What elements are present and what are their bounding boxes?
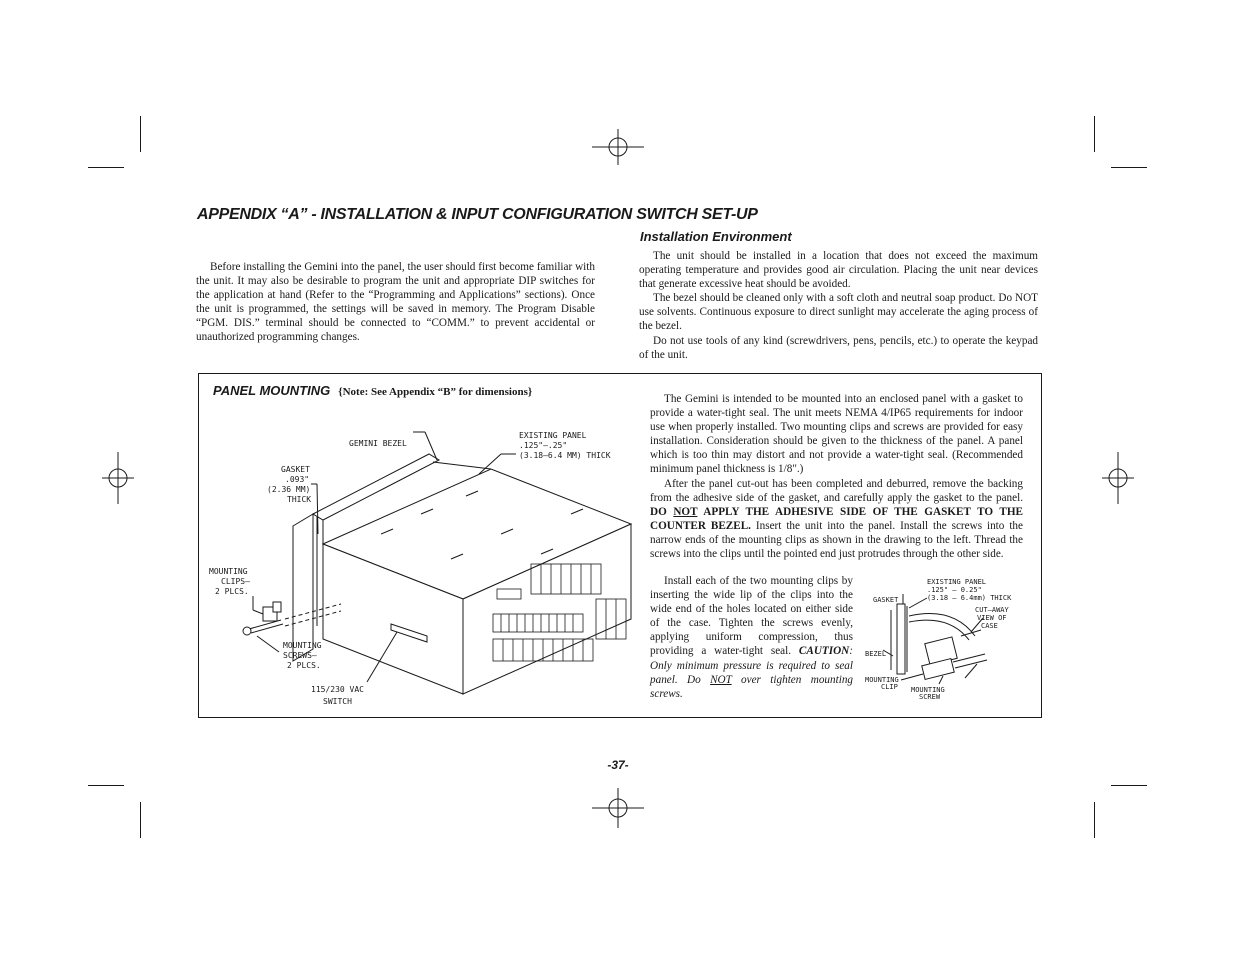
crop-mark (88, 167, 124, 168)
label-gemini-bezel: GEMINI BEZEL (349, 439, 407, 448)
registration-target-icon (592, 784, 644, 832)
panel-paragraph-2 (650, 477, 1023, 562)
environment-paragraph-3: Do not use tools of any kind (screwdrivers, pens, pencils, etc.) to operate the keypad of the unit. (639, 334, 1038, 361)
cutaway-label-existing-panel-1: EXISTING PANEL (927, 578, 987, 586)
registration-target-icon (592, 125, 644, 169)
panel-mounting-note: {Note: See Appendix “B” for dimensions} (338, 386, 533, 398)
panel-paragraph-2-a: After the panel cut-out has been completed and deburred, remove the backing from the adhesive side of the gasket, and carefully apply the gasket to the panel. (650, 477, 1023, 504)
panel-mounting-text (650, 392, 1023, 561)
crop-mark (1094, 116, 1095, 152)
panel-paragraph-3-a: Install each of the two mounting clips by inserting the wide lip of the clips into the wide end of the holes located on either side of the case. Tighten the screws evenly, applying uniform compression, thus providing a water-tight seal. (650, 575, 853, 658)
panel-paragraph-2-c: Insert the unit into the panel. Install the screws into the narrow ends of the mounting clips as shown in the drawing to the left. Thread the screws into the clips until the pointed end just protrudes through the other side. (650, 519, 1023, 561)
cutaway-label-cutaway-2: VIEW OF (977, 614, 1007, 622)
label-switch-1: 115/230 VAC (311, 685, 364, 694)
label-clips-2: CLIPS– (221, 577, 250, 586)
panel-warning-rest: APPLY THE ADHESIVE SIDE OF THE GASKET TO THE COUNTER BEZEL. (650, 505, 1023, 532)
label-existing-panel-1: EXISTING PANEL (519, 431, 587, 440)
label-clips-1: MOUNTING (209, 567, 248, 576)
installation-diagram (201, 414, 641, 712)
crop-mark (140, 116, 141, 152)
registration-target-icon (1102, 452, 1134, 504)
cutaway-label-screw-2: SCREW (919, 693, 941, 701)
intro-paragraph (196, 260, 595, 345)
crop-mark (1111, 167, 1147, 168)
cutaway-label-cutaway-1: CUT–AWAY (975, 606, 1009, 614)
crop-mark (1094, 802, 1095, 838)
environment-heading: Installation Environment (640, 229, 792, 244)
panel-mounting-box (198, 373, 1042, 718)
panel-mounting-clips-text (650, 574, 853, 701)
environment-section (639, 249, 1038, 362)
label-screws-3: 2 PLCS. (287, 661, 321, 670)
crop-mark (88, 785, 124, 786)
panel-mounting-header (213, 382, 532, 400)
panel-warning-not: NOT (673, 505, 698, 518)
label-gasket-3: (2.36 MM) (267, 485, 311, 494)
label-existing-panel-2: .125"–.25" (519, 441, 568, 450)
panel-caution-not: NOT (710, 673, 732, 686)
crop-mark (140, 802, 141, 838)
panel-mounting-heading: PANEL MOUNTING (213, 383, 331, 398)
panel-caution: CAUTION (798, 645, 850, 658)
environment-paragraph-1: The unit should be installed in a location that does not exceed the maximum operating temperature and provides good air circulation. Placing the unit near devices that generate excessive heat should be avoided. (639, 250, 1038, 291)
label-switch-2: SWITCH (323, 697, 352, 706)
panel-caution-text-a: : Only minimum pressure is required to seal panel. Do (650, 645, 853, 686)
cutaway-label-clip-1: MOUNTING (865, 676, 899, 684)
page-title: APPENDIX “A” - INSTALLATION & INPUT CONFIGURATION SWITCH SET-UP (197, 206, 758, 223)
label-gasket-4: THICK (287, 495, 312, 504)
cutaway-label-gasket: GASKET (873, 596, 899, 604)
cutaway-diagram (863, 576, 1029, 706)
label-clips-3: 2 PLCS. (215, 587, 249, 596)
panel-warning-do: DO (650, 505, 674, 518)
intro-text: Before installing the Gemini into the panel, the user should first become familiar with the unit. It may also be desirable to program the unit and appropriate DIP switches for the application at hand (Refer to the “Programming and Applications” sections). Once the unit is programmed, the settings will be saved in memory. The Program Disable “PGM. DIS.” terminal should be connected to “COMM.” to prevent accidental or unauthorized programming changes. (196, 261, 595, 344)
cutaway-label-existing-panel-3: (3.18 – 6.4mm) THICK (927, 594, 1012, 602)
panel-caution-text-b: over tighten mounting screws. (650, 673, 854, 700)
environment-paragraph-2: The bezel should be cleaned only with a soft cloth and neutral soap product. Do NOT use solvents. Continuous exposure to direct sunlight may accelerate the aging process of the bezel. (639, 292, 1038, 333)
label-gasket-1: GASKET (281, 465, 310, 474)
label-screws-1: MOUNTING (283, 641, 322, 650)
registration-target-icon (102, 452, 134, 504)
cutaway-label-screw-1: MOUNTING (911, 686, 945, 694)
cutaway-label-clip-2: CLIP (881, 683, 898, 691)
crop-mark (1111, 785, 1147, 786)
panel-paragraph-1: The Gemini is intended to be mounted into an enclosed panel with a gasket to provide a water-tight seal. The unit meets NEMA 4/IP65 requirements for indoor use when properly installed. Two mounting clips and screws are provided for easy installation. Consideration should be given to the thickness of the panel. A panel which is too thin may distort and not provide a water-tight seal. (Recommended minimum panel thickness is 1/8".) (650, 393, 1023, 476)
label-screws-2: SCREWS– (283, 651, 317, 660)
panel-paragraph-3 (650, 574, 853, 701)
cutaway-label-cutaway-3: CASE (981, 622, 998, 630)
cutaway-label-existing-panel-2: .125" – 0.25" (927, 586, 982, 594)
label-gasket-2: .093" (285, 475, 310, 484)
cutaway-label-bezel: BEZEL (865, 650, 887, 658)
label-existing-panel-3: (3.18–6.4 MM) THICK (519, 451, 611, 460)
page-number: -37- (607, 758, 629, 772)
